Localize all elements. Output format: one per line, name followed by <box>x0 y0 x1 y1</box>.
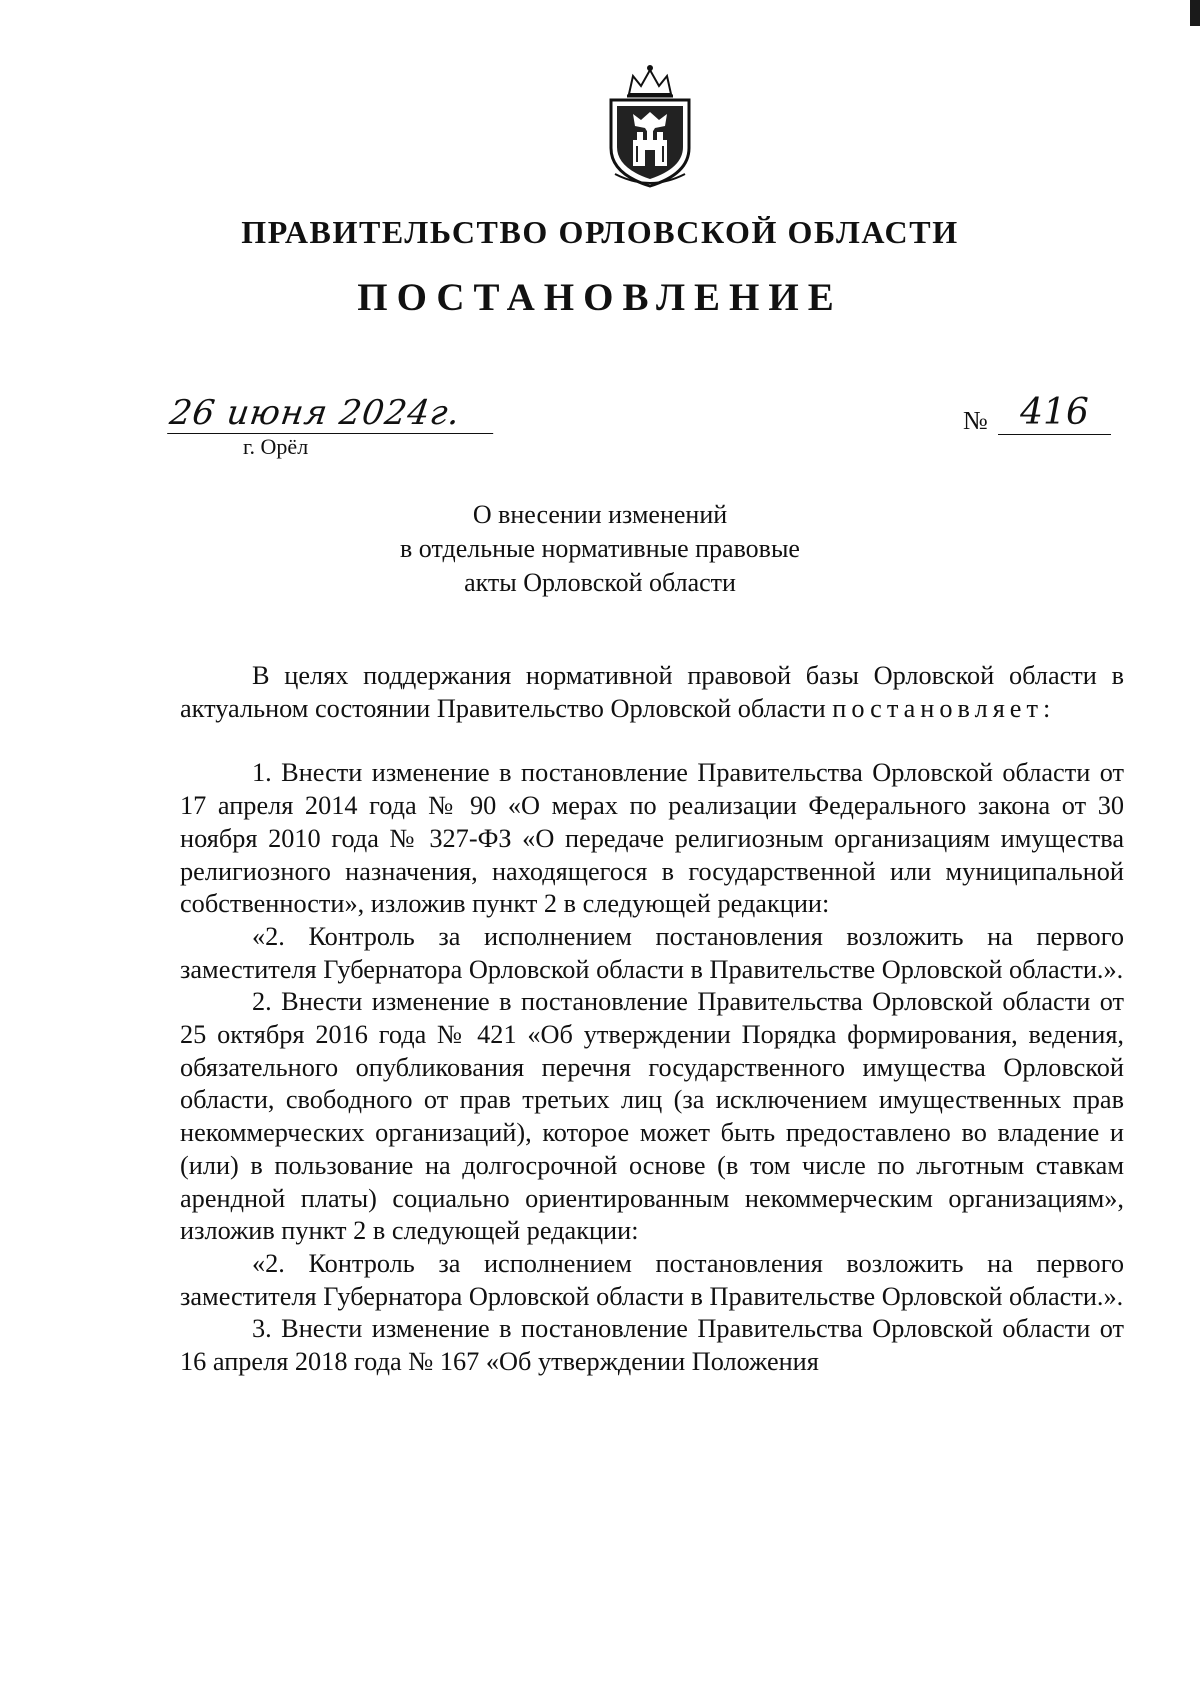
clause-2: 2. Внести изменение в постановление Правительства Орловской области от 25 октября 2016 года № 421 «Об утверждении Порядка формирования, ведения, обязательного опубликования перечня государственного имущества Орловской области, свободного от прав третьих лиц (за исключением имущественных прав некоммерческих организаций), которое может быть предоставлено во владение и (или) в пользование на долгосрочной основе (в том числе по льготным ставкам арендной платы) социально ориентированным некоммерческим организациям», изложив пункт 2 в следующей редакции: <box>180 987 1124 1246</box>
clause-2-quote: «2. Контроль за исполнением постановления возложить на первого заместителя Губернатора Орловской области в Правительстве Орловской области.». <box>180 1248 1124 1311</box>
issuing-authority: ПРАВИТЕЛЬСТВО ОРЛОВСКОЙ ОБЛАСТИ <box>241 214 959 250</box>
handwritten-document-number: 416 <box>998 392 1111 435</box>
preamble-text: В целях поддержания нормативной правовой базы Орловской области в актуальном состоянии Правительство Орловской области <box>180 661 1124 723</box>
document-type-title: ПОСТАНОВЛЕНИЕ <box>357 276 843 319</box>
resolves-word: постановляет: <box>832 693 1056 723</box>
subject-line: в отдельные нормативные правовые <box>400 534 800 563</box>
document-body <box>180 660 1124 1379</box>
clause-1: 1. Внести изменение в постановление Правительства Орловской области от 17 апреля 2014 года № 90 «О мерах по реализации Федерального закона от 30 ноября 2010 года № 327-ФЗ «О передаче религиозным организациям имущества религиозного назначения, находящегося в государственной или муниципальной собственности», изложив пункт 2 в следующей редакции: <box>180 758 1124 919</box>
scan-edge-mark <box>1190 0 1200 26</box>
preamble-paragraph <box>180 660 1124 725</box>
clause-1-quote: «2. Контроль за исполнением постановления возложить на первого заместителя Губернатора Орловской области в Правительстве Орловской области.». <box>180 921 1124 984</box>
subject-line: О внесении изменений <box>472 500 728 529</box>
clause-3: 3. Внести изменение в постановление Правительства Орловской области от 16 апреля 2018 года № 167 «Об утверждении Положения <box>180 1314 1124 1377</box>
number-sign: № <box>963 406 988 435</box>
orel-region-coat-of-arms-icon <box>597 62 703 190</box>
city-label: г. Орёл <box>243 434 309 459</box>
document-subject <box>0 498 1200 600</box>
subject-line: акты Орловской области <box>464 568 736 597</box>
handwritten-date: 26 июня 2024г. <box>167 393 499 434</box>
